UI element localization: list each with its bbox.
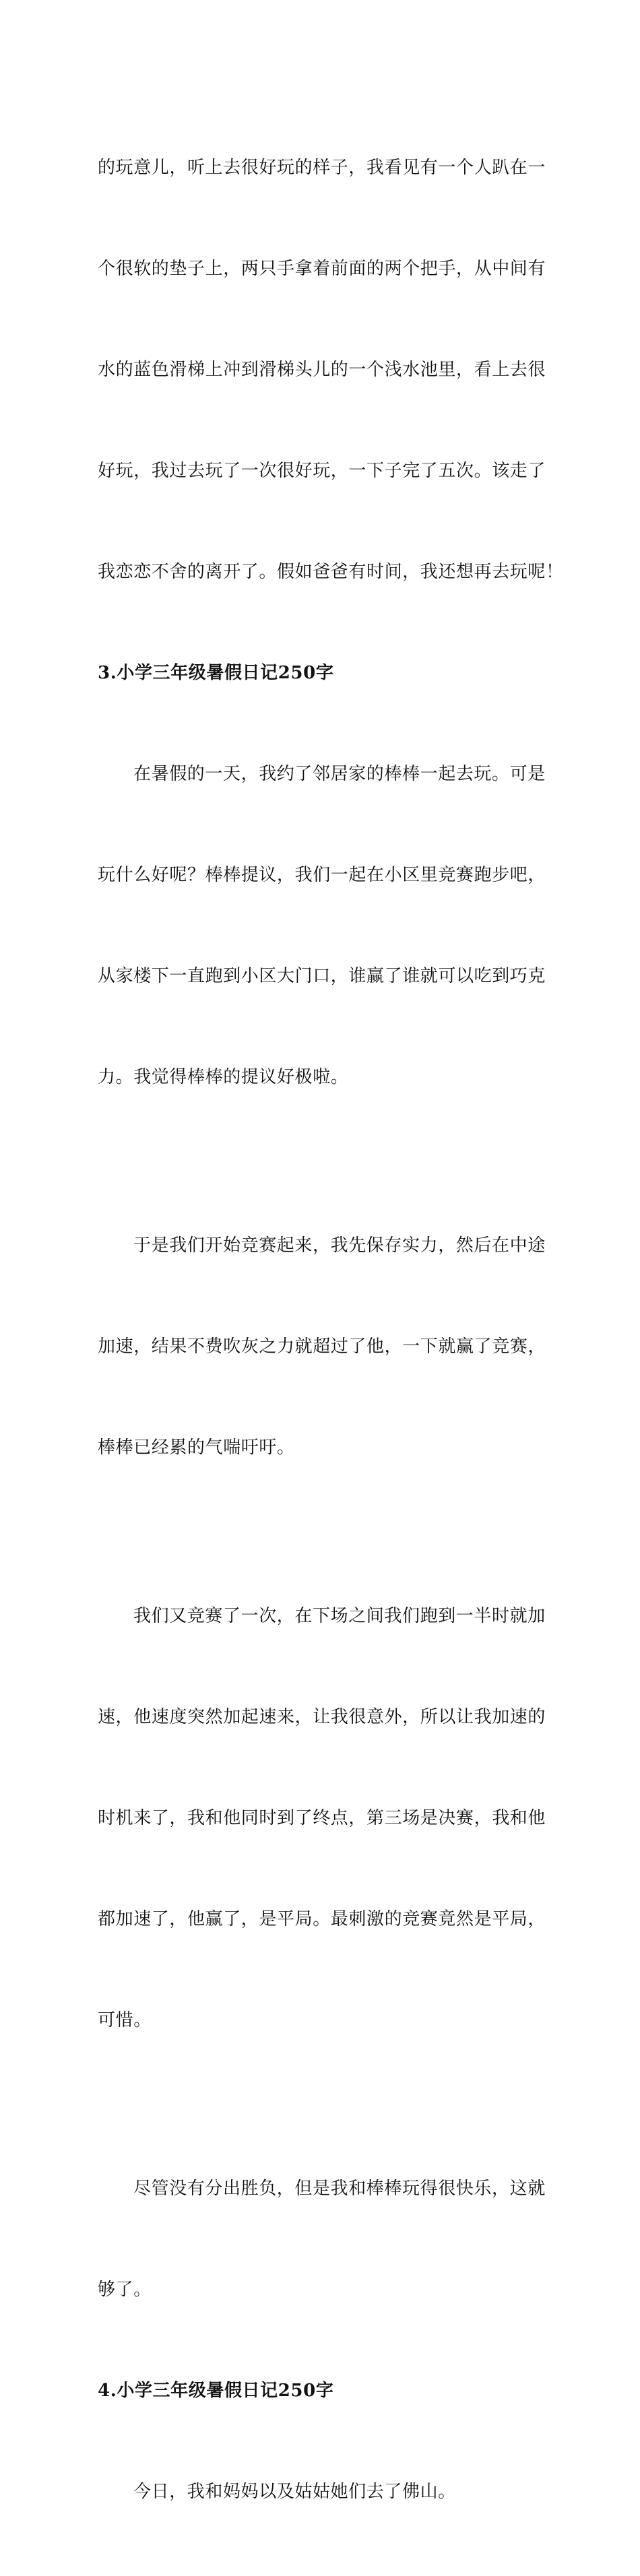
section-3-paragraph-3: [98, 1532, 544, 2104]
text-line: 于是我们开始竞赛起来，我先保存实力，然后在中途: [133, 1235, 546, 1256]
section-3-paragraph-1: [98, 690, 544, 1161]
text-line: 时机来了，我和他同时到了终点，第三场是决赛，我和他: [98, 1808, 546, 1828]
text-line: 都加速了，他赢了，是平局。最刺激的竞赛竟然是平局，: [98, 1909, 546, 1929]
text-line: 棒棒已经累的气喘吁吁。: [98, 1438, 295, 1458]
section-3-paragraph-4: [98, 2104, 544, 2374]
text-line: 我们又竞赛了一次，在下场之间我们跑到一半时就加: [133, 1606, 546, 1626]
text-line: 在暑假的一天，我约了邻居家的棒棒一起去玩。可是: [133, 764, 546, 784]
text-line: 水的蓝色滑梯上冲到滑梯头儿的一个浅水池里，看上去很: [98, 360, 546, 380]
text-line: 今日，我和妈妈以及姑姑她们去了佛山。: [133, 2482, 456, 2502]
section-3-paragraph-2: [98, 1161, 544, 1532]
section-3-heading: 3.小学三年级暑假日记250字: [98, 663, 334, 683]
document-body: [98, 84, 564, 2576]
text-line: 个很软的垫子上，两只手拿着前面的两个把手，从中间有: [98, 259, 546, 279]
section-4-heading: 4.小学三年级暑假日记250字: [98, 2381, 334, 2401]
text-line: 加速，结果不费吹灰之力就超过了他，一下就赢了竞赛，: [98, 1337, 546, 1357]
text-line: 力。我觉得棒棒的提议好极啦。: [98, 1067, 349, 1087]
text-line: 够了。: [98, 2280, 152, 2300]
section-4-paragraph-1: [98, 2408, 544, 2576]
text-line: 可惜。: [98, 2010, 152, 2030]
text-line: 尽管没有分出胜负，但是我和棒棒玩得很快乐，这就: [133, 2179, 546, 2199]
continued-paragraph: [98, 84, 564, 656]
text-line: 玩什么好呢？棒棒提议，我们一起在小区里竞赛跑步吧，: [98, 865, 546, 885]
text-line: 的玩意儿，听上去很好玩的样子，我看见有一个人趴在一: [98, 158, 546, 178]
text-line: 好玩，我过去玩了一次很好玩，一下子完了五次。该走了: [98, 461, 546, 481]
text-line: 我恋恋不舍的离开了。假如爸爸有时间，我还想再去玩呢！: [98, 562, 564, 582]
text-line: 速，他速度突然加起速来，让我很意外，所以让我加速的: [98, 1707, 546, 1727]
text-line: 从家楼下一直跑到小区大门口，谁赢了谁就可以吃到巧克: [98, 966, 546, 986]
